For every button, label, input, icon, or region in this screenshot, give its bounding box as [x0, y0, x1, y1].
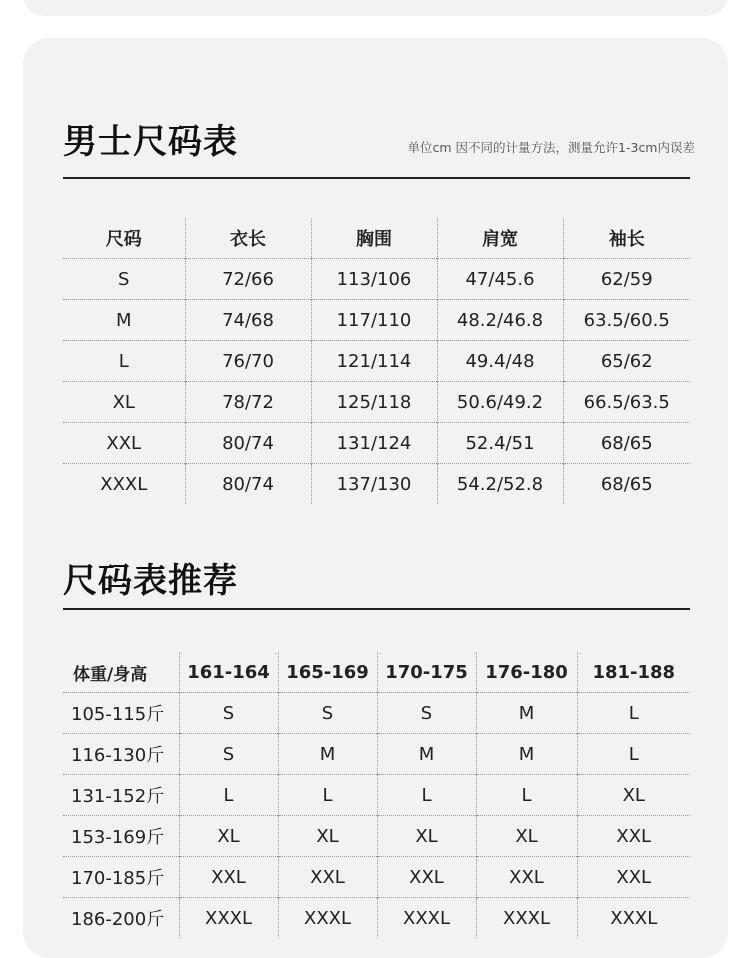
header-sleeve: 袖长 [563, 218, 690, 259]
shoulder-cell: 48.2/46.8 [437, 300, 563, 341]
shoulder-cell: 50.6/49.2 [437, 382, 563, 423]
table-row [63, 775, 690, 816]
size-recommend-cell: M [476, 734, 577, 775]
size-recommend-cell: XXL [278, 857, 377, 898]
weight-range-cell: 170-185斤 [71, 868, 165, 889]
size-cell: XL [112, 391, 135, 413]
table-row [63, 341, 690, 382]
table-row [63, 464, 690, 505]
size-chart-table [63, 218, 690, 504]
size-recommend-cell: XL [577, 775, 690, 816]
table-row [63, 693, 690, 734]
sleeve-cell: 63.5/60.5 [563, 300, 690, 341]
size-cell: M [115, 309, 132, 331]
header-height-range: 161-164 [179, 652, 278, 693]
recommend-table [63, 652, 690, 938]
recommend-header-row [63, 652, 690, 693]
chest-cell: 125/118 [311, 382, 437, 423]
size-cell: L [118, 350, 129, 372]
size-recommend-cell: L [476, 775, 577, 816]
length-cell: 78/72 [185, 382, 311, 423]
chest-cell: 137/130 [311, 464, 437, 505]
header-chest: 胸围 [311, 218, 437, 259]
size-chart-title: 男士尺码表 [63, 122, 238, 162]
shoulder-cell: 47/45.6 [437, 259, 563, 300]
size-recommend-cell: L [278, 775, 377, 816]
shoulder-cell: 54.2/52.8 [437, 464, 563, 505]
size-recommend-cell: XXXL [179, 898, 278, 939]
sleeve-cell: 65/62 [563, 341, 690, 382]
header-shoulder: 肩宽 [437, 218, 563, 259]
size-recommend-cell: M [476, 693, 577, 734]
size-cell: XXXL [100, 473, 148, 495]
size-recommend-cell: XL [377, 816, 476, 857]
size-recommend-cell: S [179, 693, 278, 734]
size-recommend-cell: M [377, 734, 476, 775]
size-recommend-cell: XXL [179, 857, 278, 898]
recommend-divider [63, 608, 690, 610]
weight-range-cell: 186-200斤 [71, 909, 165, 930]
length-cell: 72/66 [185, 259, 311, 300]
header-height-range: 176-180 [476, 652, 577, 693]
recommend-title: 尺码表推荐 [63, 561, 238, 601]
table-row [63, 259, 690, 300]
table-row [63, 300, 690, 341]
weight-range-cell: 153-169斤 [71, 827, 165, 848]
size-recommend-cell: XXXL [377, 898, 476, 939]
previous-card-bottom [23, 0, 728, 16]
table-row [63, 898, 690, 939]
size-recommend-cell: XXL [476, 857, 577, 898]
size-chart-divider [63, 177, 690, 179]
size-recommend-cell: S [377, 693, 476, 734]
table-row [63, 382, 690, 423]
sleeve-cell: 68/65 [563, 423, 690, 464]
sleeve-cell: 62/59 [563, 259, 690, 300]
table-row [63, 423, 690, 464]
size-recommend-cell: XL [278, 816, 377, 857]
size-recommend-cell: L [577, 693, 690, 734]
header-weight-height: 体重/身高 [73, 664, 148, 685]
size-recommend-cell: L [377, 775, 476, 816]
size-recommend-cell: XXL [377, 857, 476, 898]
measurement-note: 单位cm 因不同的计量方法，测量允许1-3cm内误差 [407, 140, 695, 155]
size-recommend-cell: S [278, 693, 377, 734]
header-size: 尺码 [105, 229, 142, 250]
length-cell: 74/68 [185, 300, 311, 341]
weight-range-cell: 131-152斤 [71, 786, 165, 807]
size-recommend-cell: L [577, 734, 690, 775]
size-recommend-cell: XXL [577, 857, 690, 898]
size-recommend-cell: XXL [577, 816, 690, 857]
size-cell: S [118, 268, 130, 290]
size-recommend-cell: XXXL [278, 898, 377, 939]
weight-range-cell: 105-115斤 [71, 704, 165, 725]
size-cell: XXL [106, 432, 142, 454]
length-cell: 80/74 [185, 464, 311, 505]
size-recommend-cell: XXXL [577, 898, 690, 939]
chest-cell: 121/114 [311, 341, 437, 382]
sleeve-cell: 66.5/63.5 [563, 382, 690, 423]
chest-cell: 117/110 [311, 300, 437, 341]
header-height-range: 165-169 [278, 652, 377, 693]
sleeve-cell: 68/65 [563, 464, 690, 505]
size-recommend-cell: L [179, 775, 278, 816]
size-recommend-cell: M [278, 734, 377, 775]
header-length: 衣长 [185, 218, 311, 259]
header-height-range: 181-188 [577, 652, 690, 693]
size-chart-header-row [63, 218, 690, 259]
size-recommend-cell: S [179, 734, 278, 775]
table-row [63, 816, 690, 857]
shoulder-cell: 52.4/51 [437, 423, 563, 464]
header-height-range: 170-175 [377, 652, 476, 693]
length-cell: 76/70 [185, 341, 311, 382]
length-cell: 80/74 [185, 423, 311, 464]
table-row [63, 734, 690, 775]
chest-cell: 131/124 [311, 423, 437, 464]
size-recommend-cell: XL [476, 816, 577, 857]
chest-cell: 113/106 [311, 259, 437, 300]
weight-range-cell: 116-130斤 [71, 745, 165, 766]
size-recommend-cell: XXXL [476, 898, 577, 939]
size-recommend-cell: XL [179, 816, 278, 857]
table-row [63, 857, 690, 898]
shoulder-cell: 49.4/48 [437, 341, 563, 382]
